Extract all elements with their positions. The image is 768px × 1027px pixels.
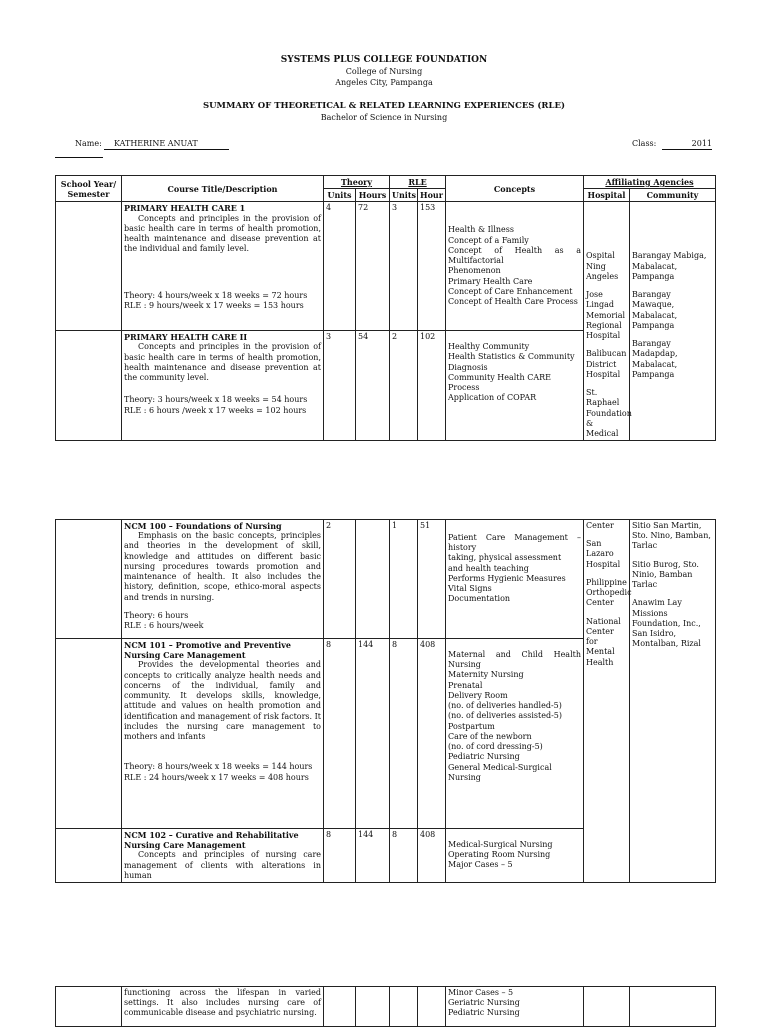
- course-cell: [122, 987, 324, 1027]
- concept-item: Operating Room Nursing: [448, 850, 551, 860]
- college-name: College of Nursing: [345, 67, 423, 76]
- theory-units: 2: [324, 520, 356, 639]
- col-header-hospital: Hospital: [584, 189, 630, 202]
- concept-item: Concept of Health as a Multifactorial: [448, 245, 581, 266]
- concept-item: (no. of cord dressing-5): [448, 742, 543, 752]
- community-item: Sitio Burog, Sto. Ninio, Bamban Tarlac: [632, 559, 699, 590]
- col-header-units: Units: [324, 189, 356, 202]
- school-year-cell: [56, 987, 122, 1027]
- concept-item: Application of COPAR: [448, 393, 537, 403]
- concept-item: Delivery Room: [448, 690, 508, 700]
- rle-units: 2: [390, 331, 418, 441]
- school-year-cell: [56, 202, 122, 331]
- concept-item: Prenatal: [448, 680, 483, 690]
- theory-hours: 144: [356, 829, 390, 883]
- rle-table-section-2: [55, 519, 716, 883]
- table-row: [56, 987, 716, 1027]
- concept-item: Geriatric Nursing: [448, 998, 520, 1008]
- concept-item: Concept of a Family: [448, 235, 529, 245]
- col-header-theory: Theory: [324, 176, 390, 189]
- course-description: Concepts and principles in the provision of basic health care in terms of health promotion, health maintenance and disease prevention at the individual and family level.: [124, 213, 321, 254]
- concepts-cell: [446, 202, 584, 331]
- community-cell: [630, 520, 716, 883]
- degree-name: Bachelor of Science in Nursing: [320, 113, 448, 122]
- table-row: [56, 202, 716, 331]
- concept-item: Pediatric Nursing: [448, 752, 520, 762]
- concept-item: (no. of deliveries handled-5): [448, 701, 562, 711]
- concept-item: Community Health CARE Process: [448, 372, 551, 393]
- rle-hours: 102: [418, 331, 446, 441]
- theory-hours: [356, 520, 390, 639]
- hospital-item: Jose Lingad Memorial Regional Hospital: [586, 290, 626, 341]
- theory-units: [324, 987, 356, 1027]
- rle-hours-line: RLE : 6 hours /week x 17 weeks = 102 hours: [124, 405, 307, 415]
- hospital-item: Philippine Orthopedic Center: [586, 577, 632, 608]
- course-cell: [122, 331, 324, 441]
- community-item: Barangay Mawaque, Mabalacat, Pampanga: [632, 290, 678, 330]
- school-year-cell: [56, 520, 122, 639]
- concept-item: General Medical-Surgical Nursing: [448, 762, 552, 782]
- concept-item: Major Cases – 5: [448, 860, 513, 870]
- theory-hours-line: Theory: 6 hours: [124, 610, 189, 620]
- course-description: Concepts and principles of nursing care management of clients with alterations in human: [124, 850, 321, 880]
- rle-hours: 408: [418, 829, 446, 883]
- rle-hours-line: RLE : 6 hours/week: [124, 621, 204, 631]
- concept-item: Patient Care Management – history: [448, 533, 581, 553]
- course-cell: [122, 829, 324, 883]
- concept-item: Diagnosis: [448, 362, 488, 372]
- course-title: NCM 100 – Foundations of Nursing: [124, 521, 282, 531]
- theory-hours-line: Theory: 8 hours/week x 18 weeks = 144 hours: [124, 762, 313, 772]
- concepts-cell: [446, 331, 584, 441]
- theory-units: 3: [324, 331, 356, 441]
- rle-units: 8: [390, 639, 418, 829]
- course-title: PRIMARY HEALTH CARE 1: [124, 203, 246, 214]
- rle-units: 3: [390, 202, 418, 331]
- hospital-item: Ospital Ning Angeles: [586, 251, 619, 281]
- concept-item: Maternal and Child Health Nursing: [448, 650, 581, 670]
- col-header-concepts: Concepts: [446, 176, 584, 202]
- concept-item: Primary Health Care: [448, 276, 533, 286]
- rle-hours: 153: [418, 202, 446, 331]
- hospital-cell: [584, 987, 630, 1027]
- concept-item: Healthy Community: [448, 342, 530, 352]
- theory-units: 8: [324, 829, 356, 883]
- rle-table-section-1: [55, 175, 716, 441]
- theory-hours: 54: [356, 331, 390, 441]
- concept-item: (no. of deliveries assisted-5): [448, 711, 562, 721]
- concept-item: Concept of Health Care Process: [448, 297, 578, 307]
- community-item: Barangay Madapdap, Mabalacat, Pampanga: [632, 339, 678, 379]
- school-name: SYSTEMS PLUS COLLEGE FOUNDATION: [280, 55, 488, 65]
- name-underline-continued: [55, 157, 103, 158]
- rle-hours: [418, 987, 446, 1027]
- hospital-item: St. Raphael Foundation & Medical: [586, 388, 632, 438]
- course-cell: [122, 520, 324, 639]
- concept-item: Documentation: [448, 594, 511, 604]
- student-name: KATHERINE ANUAT: [104, 139, 229, 150]
- name-label: Name:: [75, 139, 102, 148]
- hospital-item: San Lazaro Hospital: [586, 539, 621, 569]
- theory-hours-line: Theory: 4 hours/week x 18 weeks = 72 hours: [124, 290, 308, 300]
- class-label: Class:: [632, 139, 657, 148]
- course-description: Provides the developmental theories and concepts to critically analyze health needs and concerns of the individual, family and community. It develops skills, knowledge, attitude and values on health promotion and identification and management of risk factors. It includes the nursing care management to mothers and infants: [124, 660, 321, 742]
- concept-item: Phenomenon: [448, 266, 501, 276]
- concept-item: Performs Hygienic Measures: [448, 573, 566, 583]
- concepts-cell: [446, 829, 584, 883]
- class-value: 2011: [662, 139, 712, 150]
- concept-item: Care of the newborn: [448, 731, 532, 741]
- hospital-cell: [584, 520, 630, 883]
- concept-item: Concept of Care Enhancement: [448, 286, 573, 296]
- concept-item: Medical-Surgical Nursing: [448, 840, 553, 849]
- col-header-rle-hour: Hour: [418, 189, 446, 202]
- concept-item: Health Statistics & Community: [448, 352, 575, 362]
- concepts-cell: [446, 639, 584, 829]
- community-item: Barangay Mabiga, Mabalacat, Pampanga: [632, 251, 707, 281]
- concept-item: Pediatric Nursing: [448, 1008, 520, 1018]
- hospital-item: Center: [586, 521, 614, 530]
- course-title: NCM 102 – Curative and Rehabilitative Nursing Care Management: [124, 830, 299, 851]
- concepts-cell: [446, 520, 584, 639]
- community-cell: [630, 987, 716, 1027]
- school-year-cell: [56, 639, 122, 829]
- course-description: Concepts and principles in the provision of basic health care in terms of health promotion, health maintenance and disease prevention at the community level.: [124, 342, 321, 383]
- rle-units: 8: [390, 829, 418, 883]
- theory-units: 4: [324, 202, 356, 331]
- concepts-cell: [446, 987, 584, 1027]
- rle-table-section-3: [55, 986, 716, 1027]
- course-description-continued: functioning across the lifespan in varied settings. It also includes nursing care of communicable disease and psychiatric nursing.: [124, 988, 321, 1018]
- rle-hours: 51: [418, 520, 446, 639]
- hospital-item: Balibucan District Hospital: [586, 349, 627, 379]
- rle-hours-line: RLE : 9 hours/week x 17 weeks = 153 hours: [124, 300, 304, 310]
- rle-hours: 408: [418, 639, 446, 829]
- concept-item: Vital Signs: [448, 584, 492, 594]
- summary-title: SUMMARY OF THEORETICAL & RELATED LEARNING EXPERIENCES (RLE): [203, 101, 565, 111]
- course-title: NCM 101 – Promotive and Preventive Nursing Care Management: [124, 640, 291, 661]
- concept-item: and health teaching: [448, 563, 529, 573]
- col-header-agencies: Affiliating Agencies: [584, 176, 716, 189]
- col-header-school-year: School Year/ Semester: [56, 176, 122, 202]
- course-cell: [122, 639, 324, 829]
- theory-hours-line: Theory: 3 hours/week x 18 weeks = 54 hours: [124, 395, 308, 405]
- theory-hours: 144: [356, 639, 390, 829]
- community-item: Sitio San Martin, Sto. Nino, Bamban, Tarlac: [632, 521, 711, 551]
- course-cell: [122, 202, 324, 331]
- table-row: [56, 520, 716, 639]
- col-header-community: Community: [630, 189, 716, 202]
- school-year-cell: [56, 829, 122, 883]
- concept-item: Minor Cases – 5: [448, 988, 514, 997]
- community-cell: [630, 202, 716, 441]
- col-header-hours: Hours: [356, 189, 390, 202]
- school-location: Angeles City, Pampanga: [335, 78, 433, 87]
- school-year-cell: [56, 331, 122, 441]
- theory-hours: 72: [356, 202, 390, 331]
- community-item: Anawim Lay Missions Foundation, Inc., San Isidro, Montalban, Rizal: [632, 598, 701, 649]
- col-header-course: Course Title/Description: [122, 176, 324, 202]
- col-header-rle: RLE: [390, 176, 446, 189]
- col-header-rle-units: Units: [390, 189, 418, 202]
- rle-hours-line: RLE : 24 hours/week x 17 weeks = 408 hours: [124, 772, 309, 782]
- concept-item: Maternity Nursing: [448, 670, 524, 680]
- rle-units: [390, 987, 418, 1027]
- course-title: PRIMARY HEALTH CARE II: [124, 332, 248, 343]
- hospital-item: National Center for Mental Health: [586, 616, 621, 667]
- theory-hours: [356, 987, 390, 1027]
- hospital-cell: [584, 202, 630, 441]
- concept-item: Health & Illness: [448, 225, 514, 235]
- course-description: Emphasis on the basic concepts, principles and theories in the development of skill, knowledge and attitudes on different basic nursing procedures towards promotion and maintenance of health. It also includes the history, definition, scope, ethico-moral aspects and trends in nursing.: [124, 531, 321, 602]
- concept-item: taking, physical assessment: [448, 553, 562, 563]
- concept-item: Postpartum: [448, 721, 495, 731]
- rle-units: 1: [390, 520, 418, 639]
- theory-units: 8: [324, 639, 356, 829]
